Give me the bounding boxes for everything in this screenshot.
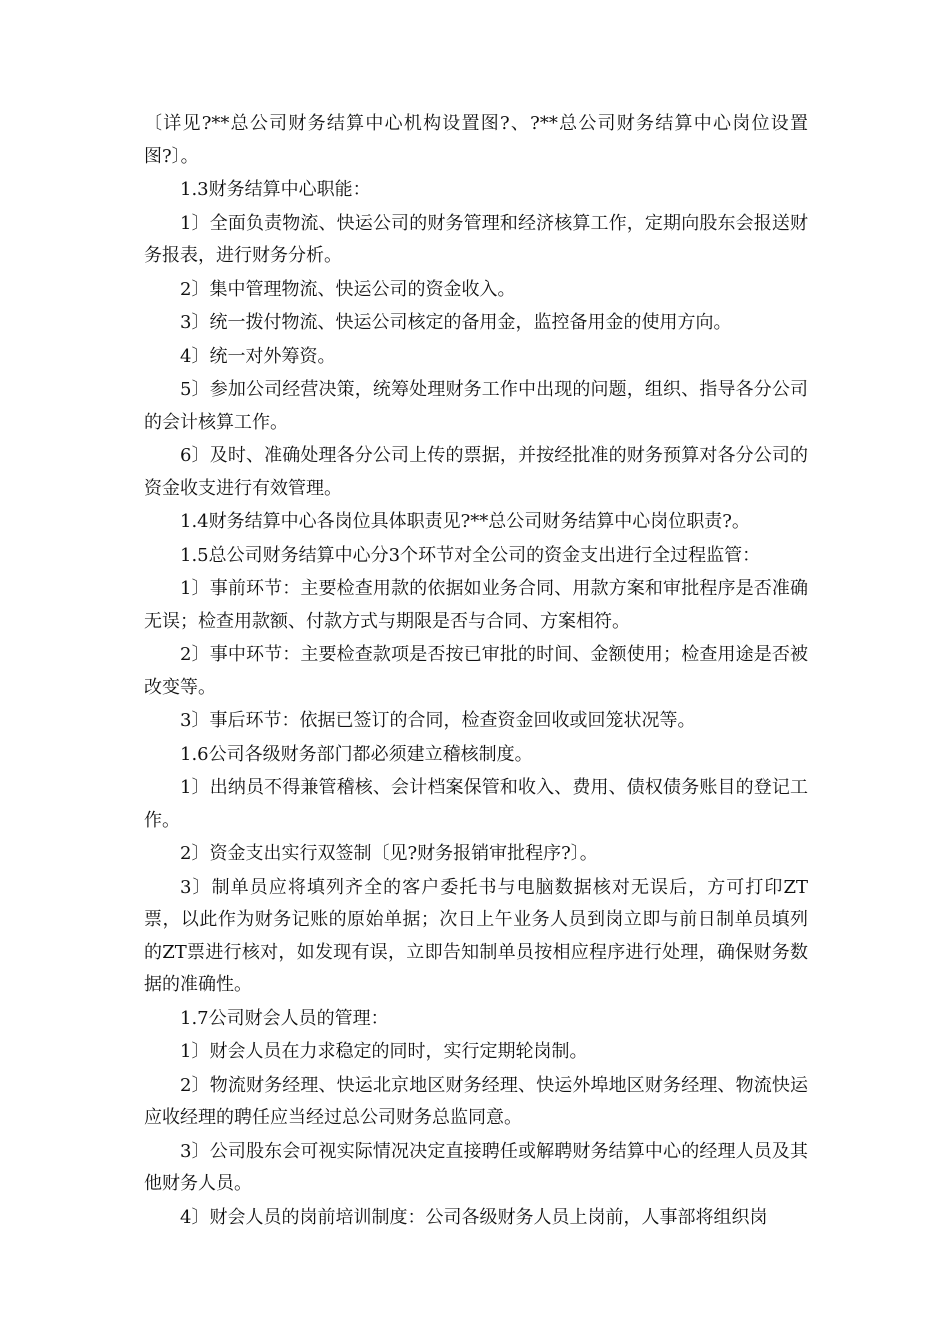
paragraph-1-3-item-4: 4〕统一对外筹资。 (180, 345, 336, 367)
document-page (144, 108, 808, 1235)
paragraph-1-7-item-2: 2〕物流财务经理、快运北京地区财务经理、快运外埠地区财务经理、物流快运应收经理的聘任应当经过总公司财务总监同意。 (144, 1074, 808, 1128)
section-1-3-heading: 1.3财务结算中心职能： (180, 179, 371, 200)
paragraph-see-figures: 〔详见?**总公司财务结算中心机构设置图?、?**总公司财务结算中心岗位设置图?〕。 (144, 113, 808, 167)
paragraph-1-5-item-2: 2〕事中环节：主要检查款项是否按已审批的时间、金额使用；检查用途是否被改变等。 (144, 644, 808, 698)
paragraph-1-6-item-2: 2〕资金支出实行双签制〔见?财务报销审批程序?〕。 (180, 843, 598, 864)
section-1-5-heading: 1.5总公司财务结算中心分3个环节对全公司的资金支出进行全过程监管： (180, 544, 761, 566)
section-1-4-heading: 1.4财务结算中心各岗位具体职责见?**总公司财务结算中心岗位职责?。 (180, 511, 750, 532)
section-1-6-heading: 1.6公司各级财务部门都必须建立稽核制度。 (180, 743, 533, 765)
paragraph-1-3-item-2: 2〕集中管理物流、快运公司的资金收入。 (180, 278, 516, 300)
section-1-7-heading: 1.7公司财会人员的管理： (180, 1007, 389, 1029)
paragraph-1-6-item-1: 1〕出纳员不得兼管稽核、会计档案保管和收入、费用、债权债务账目的登记工作。 (144, 777, 808, 831)
paragraph-1-3-item-6: 6〕及时、准确处理各分公司上传的票据，并按经批准的财务预算对各分公司的资金收支进行有效管理。 (144, 445, 808, 499)
paragraph-1-7-item-3: 3〕公司股东会可视实际情况决定直接聘任或解聘财务结算中心的经理人员及其他财务人员。 (144, 1140, 808, 1194)
paragraph-1-7-item-1: 1〕财会人员在力求稳定的同时，实行定期轮岗制。 (180, 1041, 588, 1062)
paragraph-1-3-item-1: 1〕全面负责物流、快运公司的财务管理和经济核算工作，定期向股东会报送财务报表，进行财务分析。 (144, 212, 808, 266)
paragraph-1-5-item-3: 3〕事后环节：依据已签订的合同，检查资金回收或回笼状况等。 (180, 710, 696, 731)
paragraph-1-3-item-5: 5〕参加公司经营决策，统筹处理财务工作中出现的问题，组织、指导各分公司的会计核算工作。 (144, 379, 808, 433)
paragraph-1-3-item-3: 3〕统一拨付物流、快运公司核定的备用金，监控备用金的使用方向。 (180, 312, 732, 333)
paragraph-1-6-item-3: 3〕制单员应将填列齐全的客户委托书与电脑数据核对无误后，方可打印ZT票，以此作为财务记账的原始单据；次日上午业务人员到岗立即与前日制单员填列的ZT票进行核对，如发现有误，立即告知制单员按相应程序进行处理，确保财务数据的准确性。 (144, 876, 808, 995)
paragraph-1-5-item-1: 1〕事前环节：主要检查用款的依据如业务合同、用款方案和审批程序是否准确无误；检查用款额、付款方式与期限是否与合同、方案相符。 (144, 578, 808, 632)
paragraph-1-7-item-4: 4〕财会人员的岗前培训制度：公司各级财务人员上岗前，人事部将组织岗 (180, 1206, 768, 1228)
